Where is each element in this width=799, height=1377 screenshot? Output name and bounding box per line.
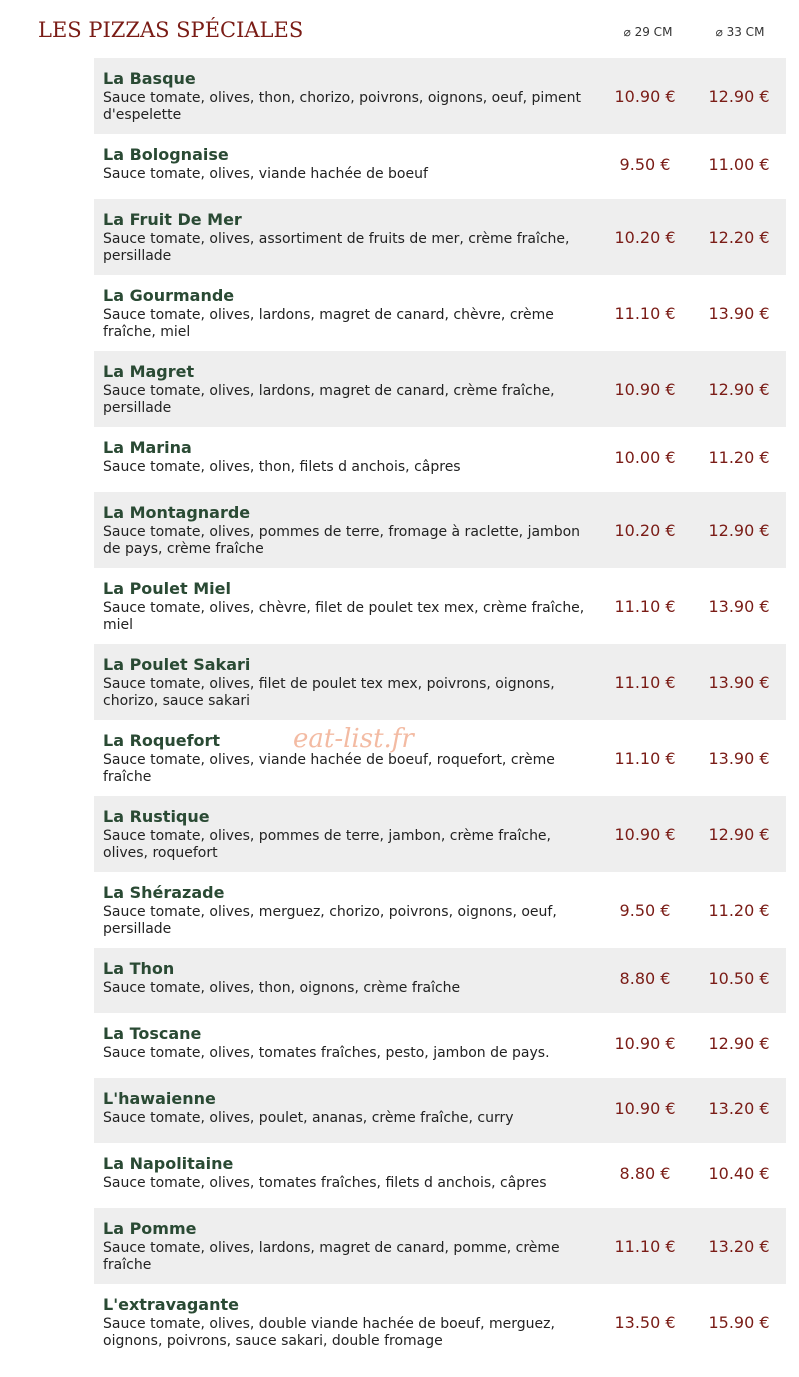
pizza-row — [94, 1208, 786, 1284]
price-33cm: 12.90 € — [708, 380, 770, 399]
pizza-name: La Pomme — [103, 1219, 197, 1238]
pizza-description: Sauce tomate, olives, filet de poulet tex mex, poivrons, oignons, chorizo, sauce sakari — [103, 676, 555, 709]
price-33cm: 13.90 € — [708, 597, 770, 616]
pizza-description: Sauce tomate, olives, viande hachée de boeuf, roquefort, crème fraîche — [103, 752, 555, 785]
pizza-description: Sauce tomate, olives, viande hachée de boeuf — [103, 166, 428, 182]
price-29cm: 10.20 € — [614, 521, 676, 540]
pizza-row — [94, 568, 786, 644]
pizza-name: La Toscane — [103, 1024, 202, 1043]
price-29cm: 11.10 € — [614, 1237, 676, 1256]
pizza-name: La Shérazade — [103, 883, 225, 902]
pizza-description: Sauce tomate, olives, assortiment de fruits de mer, crème fraîche, persillade — [103, 231, 570, 264]
pizza-row — [94, 427, 786, 492]
pizza-description: Sauce tomate, olives, thon, oignons, crème fraîche — [103, 980, 461, 996]
pizza-row — [94, 948, 786, 1013]
price-29cm: 11.10 € — [614, 304, 676, 323]
pizza-name: La Thon — [103, 959, 175, 978]
price-33cm: 13.20 € — [708, 1237, 770, 1256]
pizza-description: Sauce tomate, olives, lardons, magret de canard, pomme, crème fraîche — [103, 1240, 560, 1273]
pizza-row — [94, 351, 786, 427]
price-33cm: 11.20 € — [708, 901, 770, 920]
price-33cm: 12.90 € — [708, 521, 770, 540]
size-29-header: ⌀ 29 CM — [623, 25, 673, 39]
pizza-description: Sauce tomate, olives, lardons, magret de canard, chèvre, crème fraîche, miel — [103, 307, 554, 340]
price-29cm: 10.90 € — [614, 87, 676, 106]
pizza-list — [94, 58, 786, 1360]
price-33cm: 12.90 € — [708, 87, 770, 106]
pizza-description: Sauce tomate, olives, thon, filets d anchois, câpres — [103, 459, 461, 475]
pizza-name: La Marina — [103, 438, 192, 457]
price-33cm: 12.20 € — [708, 228, 770, 247]
price-29cm: 8.80 € — [619, 1164, 671, 1183]
pizza-name: L'hawaienne — [103, 1089, 216, 1108]
pizza-row — [94, 199, 786, 275]
pizza-name: La Montagnarde — [103, 503, 251, 522]
pizza-row — [94, 644, 786, 720]
price-29cm: 11.10 € — [614, 597, 676, 616]
pizza-row — [94, 1078, 786, 1143]
pizza-row — [94, 275, 786, 351]
watermark: eat-list.fr — [293, 724, 414, 754]
price-33cm: 13.90 € — [708, 304, 770, 323]
price-29cm: 10.90 € — [614, 1099, 676, 1118]
page-title: LES PIZZAS SPÉCIALES — [38, 18, 304, 42]
price-29cm: 10.90 € — [614, 380, 676, 399]
price-33cm: 13.90 € — [708, 673, 770, 692]
pizza-row — [94, 796, 786, 872]
pizza-name: La Basque — [103, 69, 196, 88]
pizza-name: La Rustique — [103, 807, 210, 826]
price-33cm: 13.20 € — [708, 1099, 770, 1118]
pizza-name: La Gourmande — [103, 286, 235, 305]
price-29cm: 9.50 € — [619, 901, 671, 920]
price-33cm: 13.90 € — [708, 749, 770, 768]
price-29cm: 11.10 € — [614, 673, 676, 692]
pizza-description: Sauce tomate, olives, lardons, magret de canard, crème fraîche, persillade — [103, 383, 555, 416]
pizza-name: La Poulet Sakari — [103, 655, 251, 674]
price-29cm: 10.00 € — [614, 448, 676, 467]
price-29cm: 9.50 € — [619, 155, 671, 174]
pizza-name: L'extravagante — [103, 1295, 239, 1314]
price-33cm: 11.00 € — [708, 155, 770, 174]
pizza-row — [94, 720, 786, 796]
price-29cm: 10.20 € — [614, 228, 676, 247]
price-33cm: 12.90 € — [708, 825, 770, 844]
pizza-row — [94, 1284, 786, 1360]
pizza-description: Sauce tomate, olives, double viande hachée de boeuf, merguez, oignons, poivrons, sauce sakari, double fromage — [103, 1316, 555, 1349]
pizza-name: La Magret — [103, 362, 195, 381]
pizza-row — [94, 872, 786, 948]
price-33cm: 15.90 € — [708, 1313, 770, 1332]
price-29cm: 13.50 € — [614, 1313, 676, 1332]
pizza-name: La Bolognaise — [103, 145, 229, 164]
price-33cm: 12.90 € — [708, 1034, 770, 1053]
pizza-row — [94, 1143, 786, 1208]
price-29cm: 10.90 € — [614, 1034, 676, 1053]
pizza-description: Sauce tomate, olives, poulet, ananas, crème fraîche, curry — [103, 1110, 514, 1126]
size-33-header: ⌀ 33 CM — [715, 25, 765, 39]
price-33cm: 10.40 € — [708, 1164, 770, 1183]
pizza-row — [94, 1013, 786, 1078]
price-33cm: 10.50 € — [708, 969, 770, 988]
pizza-name: La Fruit De Mer — [103, 210, 242, 229]
pizza-description: Sauce tomate, olives, chèvre, filet de poulet tex mex, crème fraîche, miel — [103, 600, 585, 633]
pizza-description: Sauce tomate, olives, merguez, chorizo, poivrons, oignons, oeuf, persillade — [103, 904, 557, 937]
pizza-name: La Roquefort — [103, 731, 221, 750]
pizza-row — [94, 58, 786, 134]
pizza-description: Sauce tomate, olives, pommes de terre, fromage à raclette, jambon de pays, crème fraîche — [103, 524, 581, 557]
pizza-row — [94, 134, 786, 199]
pizza-row — [94, 492, 786, 568]
price-33cm: 11.20 € — [708, 448, 770, 467]
pizza-description: Sauce tomate, olives, thon, chorizo, poivrons, oignons, oeuf, piment d'espelette — [103, 90, 581, 123]
pizza-name: La Poulet Miel — [103, 579, 231, 598]
pizza-name: La Napolitaine — [103, 1154, 234, 1173]
price-29cm: 10.90 € — [614, 825, 676, 844]
pizza-description: Sauce tomate, olives, tomates fraîches, pesto, jambon de pays. — [103, 1045, 550, 1061]
pizza-description: Sauce tomate, olives, tomates fraîches, filets d anchois, câpres — [103, 1175, 547, 1191]
price-29cm: 8.80 € — [619, 969, 671, 988]
price-29cm: 11.10 € — [614, 749, 676, 768]
pizza-description: Sauce tomate, olives, pommes de terre, jambon, crème fraîche, olives, roquefort — [103, 828, 551, 861]
